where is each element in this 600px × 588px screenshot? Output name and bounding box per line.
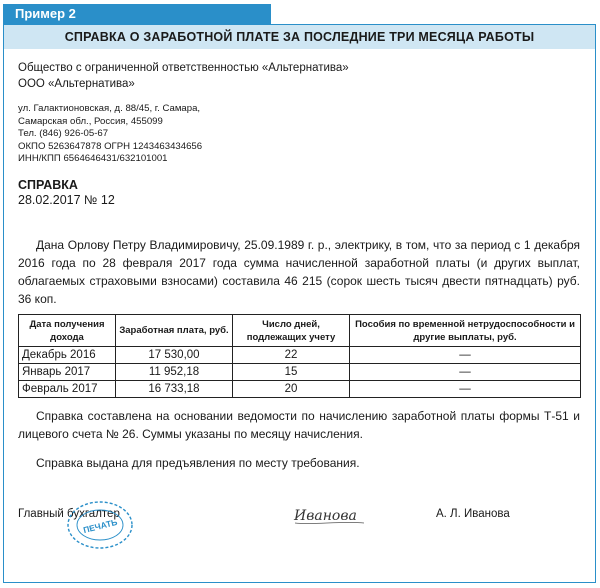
cell-benefits: — bbox=[350, 347, 581, 364]
signature-image bbox=[292, 502, 368, 528]
col-header-salary: Заработная плата, руб. bbox=[116, 315, 233, 347]
cell-benefits: — bbox=[350, 381, 581, 398]
cell-date: Январь 2017 bbox=[19, 364, 116, 381]
address-line-2: Самарская обл., Россия, 455099 bbox=[18, 115, 163, 127]
cell-salary: 16 733,18 bbox=[116, 381, 233, 398]
purpose-paragraph: Справка выдана для предъявления по месту требования. bbox=[36, 456, 360, 470]
inn-kpp: ИНН/КПП 6564646431/632101001 bbox=[18, 153, 168, 165]
col-header-benefits: Пособия по временной нетрудоспособности и другие выплаты, руб. bbox=[350, 315, 581, 347]
cell-date: Февраль 2017 bbox=[19, 381, 116, 398]
table-row bbox=[19, 381, 581, 398]
stamp-icon bbox=[66, 500, 134, 550]
org-short-name: ООО «Альтернатива» bbox=[18, 78, 135, 90]
signatory-position: Главный бухгалтер bbox=[18, 508, 120, 520]
doc-heading: СПРАВКА bbox=[18, 178, 78, 192]
cell-salary: 11 952,18 bbox=[116, 364, 233, 381]
organization-block bbox=[18, 60, 349, 92]
cell-days: 15 bbox=[233, 364, 350, 381]
body-paragraph: Дана Орлову Петру Владимировичу, 25.09.1989 г. р., электрику, в том, что за период с 1 декабря 2016 года по 28 февраля 2017 года сумма начисленной заработной платы (и других выплат, облагаемых страховыми взносами) составила 46 215 (сорок шесть тысяч двести пятнадцать) руб. 36 коп. bbox=[18, 238, 580, 306]
cell-days: 20 bbox=[233, 381, 350, 398]
signatory-name: А. Л. Иванова bbox=[436, 508, 510, 520]
stamp-text: ПЕЧАТЬ bbox=[82, 516, 119, 536]
basis-paragraph: Справка составлена на основании ведомости по начислению заработной платы формы Т-51 и лицевого счета № 26. Суммы указаны по месяцу начисления. bbox=[18, 409, 580, 441]
document-title: СПРАВКА О ЗАРАБОТНОЙ ПЛАТЕ ЗА ПОСЛЕДНИЕ ТРИ МЕСЯЦА РАБОТЫ bbox=[4, 25, 595, 49]
signature-handwriting: Иванова bbox=[294, 508, 357, 524]
cell-benefits: — bbox=[350, 364, 581, 381]
okpo-ogrn: ОКПО 5263647878 ОГРН 1243463434656 bbox=[18, 140, 203, 152]
cell-salary: 17 530,00 bbox=[116, 347, 233, 364]
phone: Тел. (846) 926-05-67 bbox=[18, 128, 109, 140]
doc-header bbox=[18, 178, 115, 208]
address-line-1: ул. Галактионовская, д. 88/45, г. Самара, bbox=[18, 103, 201, 114]
address-block bbox=[18, 103, 202, 166]
table-row bbox=[19, 347, 581, 364]
cell-date: Декабрь 2016 bbox=[19, 347, 116, 364]
col-header-date: Дата получения дохода bbox=[19, 315, 116, 347]
doc-date-number: 28.02.2017 № 12 bbox=[18, 193, 115, 207]
cell-days: 22 bbox=[233, 347, 350, 364]
col-header-days: Число дней, подлежащих учету bbox=[233, 315, 350, 347]
table-header-row bbox=[19, 315, 581, 347]
table-row bbox=[19, 364, 581, 381]
salary-table bbox=[18, 314, 581, 398]
example-label: Пример 2 bbox=[3, 4, 271, 24]
org-full-name: Общество с ограниченной ответственностью «Альтернатива» bbox=[18, 62, 349, 74]
